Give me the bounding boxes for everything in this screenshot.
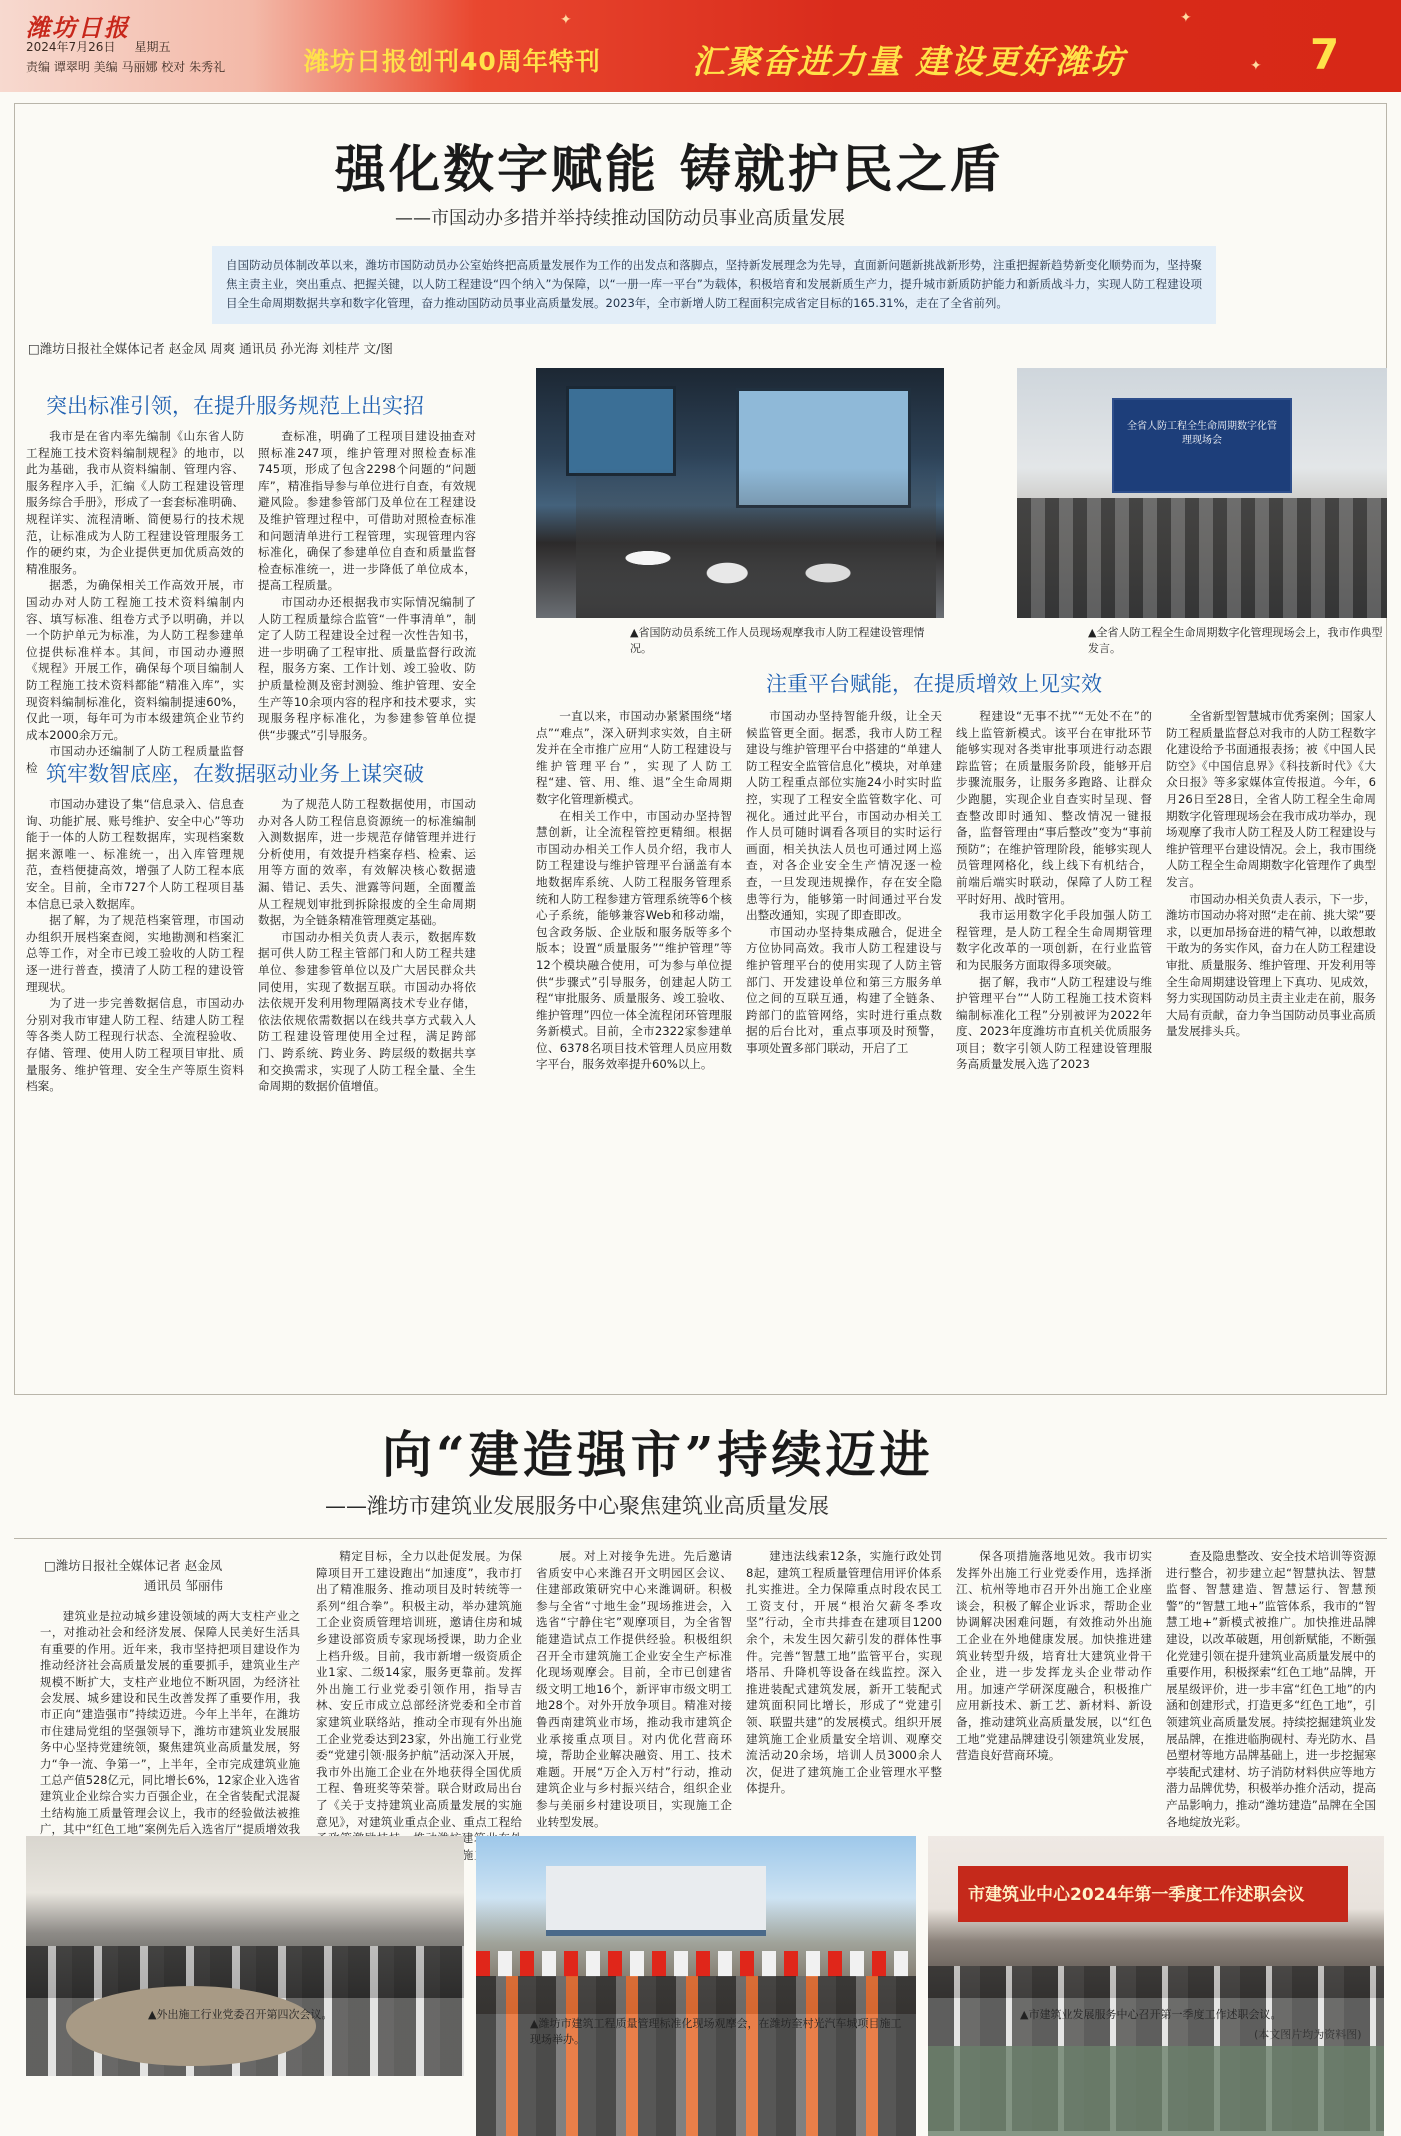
sparkle-icon: ✦ — [1180, 10, 1192, 26]
photo-construction-site — [476, 1836, 916, 2014]
photo-caption-construction-site: ▲潍坊市建筑工程质量管理标准化现场观摩会，在潍坊奎村光汽车城项目施工现场举办。 — [530, 2017, 902, 2046]
article1-column-1: 我市是在省内率先编制《山东省人防工程施工技术资料编制规程》的地市，以此为基础，我市从资料编制、管理内容、服务程序入手，汇编《人防工程建设管理服务综合手册》，形成了一套套标准明确、规程详实、流程清晰、简便易行的技术规范，让标准成为人防工程建设管理服务工作的硬约束，为企业提供更加优质高效的精准服务。 据悉，为确保相关工作高效开展，市国动办对人防工程施工技术资料编制内容、填写标准、组卷方式予以明确，并以一个防护单元为标准，为人防工程参建单位提供标准样本。其间，市国动办遵照《规程》开展工作，确保每个项目编制人防工程施工技术资料都能“精准入库”，实现资料编制标准化，资料编制提速60%，仅此一项，每年可为市本级建筑企业节约成本2000余万元。 市国动办还编制了人防工程质量监督检 — [26, 429, 244, 775]
sparkle-icon: ✦ — [1250, 58, 1262, 74]
article2-column-1: 精定目标，全力以赴促发展。为保障项目开工建设跑出“加速度”，我市打出了精准服务、推动项目及时转统等一系列“组合拳”。积极主动，举办建筑施工企业资质管理培训班，邀请住房和城乡建设部资质专家现场授课，助力企业上档升级。目前，我市新增一级资质企业1家、二级14家，服务更靠前。发挥外出施工行业党委引领作用，指导吉林、安丘市成立总部经济党委和全市首家建筑业联络站，推动全市现有外出施工企业党委达到23家，外出施工行业党委“党建引领·服务护航”活动深入开展，我市外出施工企业在外地获得全国优质工程、鲁班奖等荣誉。联合财政局出台了《关于支持建筑业高质量发展的实施意见》，对建筑业重点企业、重点工程给 建 对接施工企 — [316, 1549, 522, 1862]
photo-caption-inspection: ▲省国防动员系统工作人员现场观摩我市人防工程建设管理情况。 — [630, 626, 925, 655]
section-heading-standards: 突出标准引领，在提升服务规范上出实招 — [46, 394, 424, 418]
article2-title: 向“建造强市”持续迈进 — [382, 1425, 934, 1484]
article1-column-8: 全省新型智慧城市优秀案例；国家人防工程质量监督总对我市的人防工程数字化建设给予书面通报表扬；被《中国人民防空》《中国信息界》《科技新时代》《大众日报》等多家媒体宣传报道。今年，6月26日至28日，全省人防工程全生命周期数字化管理现场会在我市成功举办，现场观摩了我市人防工程及人防工程建设与维护管理平台建设情况。会上，我市围绕人防工程全生命周期数字化管理作了典型发言。 市国动办相关负责人表示，下一步，潍坊市国动办将对照“走在前、挑大梁”要求，以更加昂扬奋进的精气神，以敢想敢干敢为的务实作风，奋力在人防工程建设审批、质量服务、维护管理、开发利用等全生命周期建设管理上下真功、见成效，努力实现国防动员主责主业走在前，服务大局有贡献，奋力争当国防动员事业高质量发展排头兵。 — [1166, 709, 1376, 1039]
article2-subtitle: ——潍坊市建筑业发展服务中心聚焦建筑业高质量发展 — [325, 1494, 829, 1518]
page-masthead — [0, 0, 1401, 92]
article1-column-7: 程建设“无事不扰”“无处不在”的线上监管新模式。该平台在审批环节能够实现对各类审批事项进行动态跟踪监管；在质量服务阶段，能够开启步骤流服务，让服务多跑路、让群众少跑腿，实现企业自查实时呈现、督查整改即时通知、整改情况一键报备，监督管理由“事后整改”变为“事前预防”；在维护管理阶段，能够实现人员管理网格化，线上线下有机结合，前端后端实时联动，保障了人防工程平时好用、战时管用。 我市运用数字化手段加强人防工程管理，是人防工程全生命周期管理数字化改革的一项创新，在行业监管和为民服务方面取得多项突破。 据了解，我市“人防工程建设与维护管理平台”“人防工程施工技术资料编制标准化工程”分别被评为2022年度、2023年度潍坊市直机关优质服务项目；数字引领人防工程建设管理服务高质量发展入选了2023 — [956, 709, 1152, 1072]
photo-caption-quarterly-review: ▲市建筑业发展服务中心召开第一季度工作述职会议。 — [1020, 2008, 1282, 2021]
photo-party-committee-meeting — [26, 1836, 464, 1998]
article2-column-2: 展。对上对接争先进。先后邀请省质安中心来潍召开文明园区会议、住建部政策研究中心来潍调研。积极参与全省“寸地生金”现场推进会，入选省“宁静住宅”观摩项目，为全省智能建造试点工作提供经验。积极组织召开全市建筑施工企业安全生产标准化现场观摩会。目前，全市已创建省级文明工地16个，新评审市级文明工地28个。对外开放争项目。精准对接鲁西南建筑业市场，推动我市建筑企业承接重点项目。对内优化营商环境，帮助企业解决融资、用工、技术难题。开展“万企入万村”行动，推动建筑企业与乡村振兴结合，组织企业参与美丽乡村建设项目，实现施工企业转型发展。 — [536, 1549, 732, 1829]
photo-source-note: (本文图片均为资料图) — [1254, 2028, 1362, 2041]
article1-subtitle: ——市国动办多措并举持续推动国防动员事业高质量发展 — [395, 208, 845, 229]
article1-title: 强化数字赋能 铸就护民之盾 — [335, 140, 1004, 200]
photo-inspection-visit — [536, 368, 944, 618]
issue-date: 2024年7月26日 星期五 — [26, 40, 171, 54]
masthead-slogan: 汇聚奋进力量 建设更好潍坊 — [692, 42, 1126, 81]
photo-caption-party-meeting: ▲外出施工行业党委召开第四次会议。 — [148, 2008, 333, 2021]
editor-credits: 责编 谭翠明 美编 马丽娜 校对 朱秀礼 — [26, 60, 226, 74]
article1-column-3: 市国动办建设了集“信息录入、信息查询、功能扩展、账号维护、安全中心”等功能于一体的人防工程数据库，实现档案数据来源唯一、标准统一，出入库管理规范，查档便捷高效，增强了人防工程本底安全。目前，全市727个人防工程项目基本信息已录入数据库。 据了解，为了规范档案管理，市国动办组织开展档案查阅，实地勘测和档案汇总等工作，对全市已竣工验收的人防工程逐一进行普查，摸清了人防工程的建设管理现状。 为了进一步完善数据信息，市国动办分别对我市审建人防工程、结建人防工程等各类人防工程现行状态、全流程验收、存储、管理、使用人防工程项目审批、质量服务、维护管理、安全生产等原生资料档案。 — [26, 797, 244, 1094]
photo-site-meeting: 全省人防工程全生命周期数字化管理现场会 — [1017, 368, 1387, 618]
article2-byline-2: 通讯员 邹丽伟 — [144, 1578, 223, 1593]
article1-column-2: 查标准，明确了工程项目建设抽查对照标准247项，维护管理对照检查标准745项，形成了包含2298个问题的“问题库”，精准指导参与单位进行自查，有效规避风险。参建参管部门及单位在工程建设及维护管理过程中，可借助对照检查标准和问题清单进行工程管理，实现管理内容标准化，确保了参建单位自查和质量监督检查标准统一，进一步降低了单位成本，提高工程质量。 市国动办还根据我市实际情况编制了人防工程质量综合监管“一件事清单”，制定了人防工程建设全过程一次性告知书，进一步明确了工程审批、质量监督行政流程，服务方案、工作计划、竣工验收、防护质量检测及密封测验、维护管理、安全生产等10余项内容的程序和技术要求，实现服务程序标准化，为参建参管单位提供“步骤式”引导服务。 — [258, 429, 476, 742]
article1-abstract: 自国防动员体制改革以来，潍坊市国防动员办公室始终把高质量发展作为工作的出发点和落脚点，坚持新发展理念为先导，直面新问题新挑战新形势，注重把握新趋势新变化顺势而为，坚持聚焦主责主业，突出重点、把握关键，以人防工程建设“四个纳入”为保障，以“一册一库一平台”为载体，积极培育和发展新质生产力，提升城市新质防护能力和新质战斗力，实现人防工程建设项目全生命周期数据共享和数字化管理，奋力推动国防动员事业高质量发展。2023年，全市新增人防工程面积完成省定目标的165.31%，走在了全省前列。 — [212, 246, 1216, 324]
article2-column-4: 保各项措施落地见效。我市切实发挥外出施工行业党委作用，选择浙江、杭州等地市召开外出施工企业座谈会，积极了解企业诉求，帮助企业协调解决困难问题，有效推动外出施工企业在外地健康发展。加快推进建筑业转型升级，培育壮大建筑业骨干企业，进一步发挥龙头企业带动作用。加速产学研深度融合，积极推广应用新技术、新工艺、新材料、新设备，推动建筑业高质量发展，以“红色工地”党建品牌建设引领建筑业发展，营造良好营商环境。 — [956, 1549, 1152, 1763]
section-heading-platform: 注重平台赋能，在提质增效上见实效 — [766, 672, 1102, 696]
article1-byline: □潍坊日报社全媒体记者 赵金凤 周爽 通讯员 孙光海 刘桂芹 文/图 — [28, 341, 393, 356]
article2-byline: □潍坊日报社全媒体记者 赵金凤 — [44, 1558, 223, 1573]
article1-column-5: 一直以来，市国动办紧紧围绕“堵点”“难点”，深入研判求实效，自主研发并在全市推广应用“人防工程建设与维护管理平台”，实现了人防工程“建、管、用、维、退”全生命周期数字化管理新模式。 在相关工作中，市国动办坚持智慧创新，让全流程管控更精细。根据市国动办相关工作人员介绍，我市人防工程建设与维护管理平台涵盖有本地数据库系统、人防工程服务管理系统和人防工程参建方管理系统等6个核心子系统，能够兼容Web和移动端，包含政务版、企业版和服务版等多个版本；设置“质量服务”“维护管理”等12个模块融合使用，可为参与单位提供“步骤式”引导服务，创建起人防工程“审批服务、质量服务、竣工验收、维护管理”四位一体全流程闭环管理服务新模式。目前，全市2322家参建单位、6378名项目技术管理人员应用数字平台，服务效率提升60%以上。 — [536, 709, 732, 1072]
article2-column-5: 查及隐患整改、安全技术培训等资源进行整合，初步建立起“智慧执法、智慧监督、智慧建造、智慧运行、智慧预警”的“智慧工地+”监管体系，我市的“智慧工地+”新模式被推广。加快推进品牌建设，以改革破题，用创新赋能，不断强化党建引领在提升建筑业高质量发展中的重要作用，积极探索“红色工地”品牌，开展星级评价，进一步丰富“红色工地”的内涵和创建形式，打造更多“红色工地”，引领建筑业高质量发展。持续挖掘建筑业发展品牌，在推进临朐砚村、寿光防水、昌邑塑材等地方品牌基础上，进一步挖掘寒亭装配式建材、坊子消防材料供应等地方潜力品牌优势，积极举办推介活动，提高产品影响力，推动“潍坊建造”品牌在全国各地绽放光彩。 — [1166, 1549, 1376, 1829]
photo-caption-site-meeting: ▲全省人防工程全生命周期数字化管理现场会上，我市作典型发言。 — [1088, 626, 1383, 655]
sparkle-icon: ✦ — [560, 12, 572, 28]
article1-column-6: 市国动办坚持智能升级，让全天候监管更全面。据悉，我市人防工程建设与维护管理平台中搭建的“单建人防工程安全监管信息化”模块，对单建人防工程重点部位实施24小时实时监控，实现了工程安全监管数字化、可视化。通过此平台，市国动办相关工作人员可随时调看各项目的实时运行画面，相关执法人员也可通过网上巡查，对各企业安全生产情况逐一检查，一旦发现违规操作，存在安全隐患等行为，能够第一时间通过平台发出整改通知，实现了即查即改。 市国动办坚持集成融合，促进全方位协同高效。我市人防工程建设与维护管理平台的使用实现了人防主管部门、开发建设单位和第三方服务单位之间的互联互通，构建了全链条、跨部门的监管网络，实时进行重点数据的后台比对，重点事项及时预警，事项处置多部门联动，开启了工 — [746, 709, 942, 1055]
page-number: 7 — [1310, 30, 1340, 79]
article2-column-3: 建违法线索12条，实施行政处罚8起，建筑工程质量管理信用评价体系扎实推进。全力保障重点时段农民工工资支付，开展“根治欠薪冬季攻坚”行动，全市共排查在建项目1200余个，未发生因欠薪引发的群体性事件。完善“智慧工地”监管平台，实现塔吊、升降机等设备在线监控。深入推进装配式建筑发展，新开工装配式建筑面积同比增长，形成了“党建引领、联盟共建”的发展模式。组织开展建筑施工企业质量安全培训、观摩交流活动20余场，培训人员3000余人次，促进了建筑施工企业管理水平整体提升。 — [746, 1549, 942, 1796]
special-issue-title: 潍坊日报创刊40周年特刊 — [304, 47, 601, 76]
newspaper-logo: 潍坊日报 — [26, 13, 130, 42]
article2-lead: 建筑业是拉动城乡建设领域的两大支柱产业之一，对推动社会和经济发展、保障人民美好生活具有重要的作用。近年来，我市坚持把项目建设作为推动经济社会高质量发展的重要抓手，建筑业生产规模不断扩大，支柱产业地位不断巩固，为经济社会发展、城乡建设和民生改善发挥了重要作用，我市正向“建造强市”持续迈进。今年上半年，在潍坊市住建局党组的坚强领导下，潍坊市建筑业发展服务中心坚持党建统领，聚焦建筑业高质量发展，努力“争一流、争第一”，上半年，全市完成建筑业施工总产值528亿元，同比增长6%，12家企业入选省建筑业企业综合实力百强企业，在全省装配式混凝土结构施工质量管理会议上，我市的经验做法被推广，其中“红色工地”案例先后入选省厅“提质增效我 — [40, 1609, 300, 1837]
photo-quarterly-review-meeting: 市建筑业中心2024年第一季度工作述职会议 — [928, 1836, 1384, 1998]
article1-column-4: 为了规范人防工程数据使用，市国动办对各人防工程信息资源统一的标准编制入测数据库，进一步规范存储管理并进行分析使用，有效提升档案存档、检索、运用等方面的效率，有效解决核心数据遗漏、错记、丢失、泄露等问题，全面覆盖从工程规划审批到拆除报废的全生命周期数据，为全链条精准管理奠定基础。 市国动办相关负责人表示，数据库数据可供人防工程主管部门和人防工程共建单位、参建参管单位以及广大居民群众共同使用，实现了数据互联。市国动办将依法依规开发利用物理隔离技术专业存储，依法依规依需数据以在线共享方式载入人防工程建设管理使用全过程，满足跨部门、跨系统、跨业务、跨层级的数据共享和交换需求，实现了人防工程全量、全生命周期的数据价值增值。 — [258, 797, 476, 1094]
section-heading-data: 筑牢数智底座，在数据驱动业务上谋突破 — [46, 762, 424, 786]
